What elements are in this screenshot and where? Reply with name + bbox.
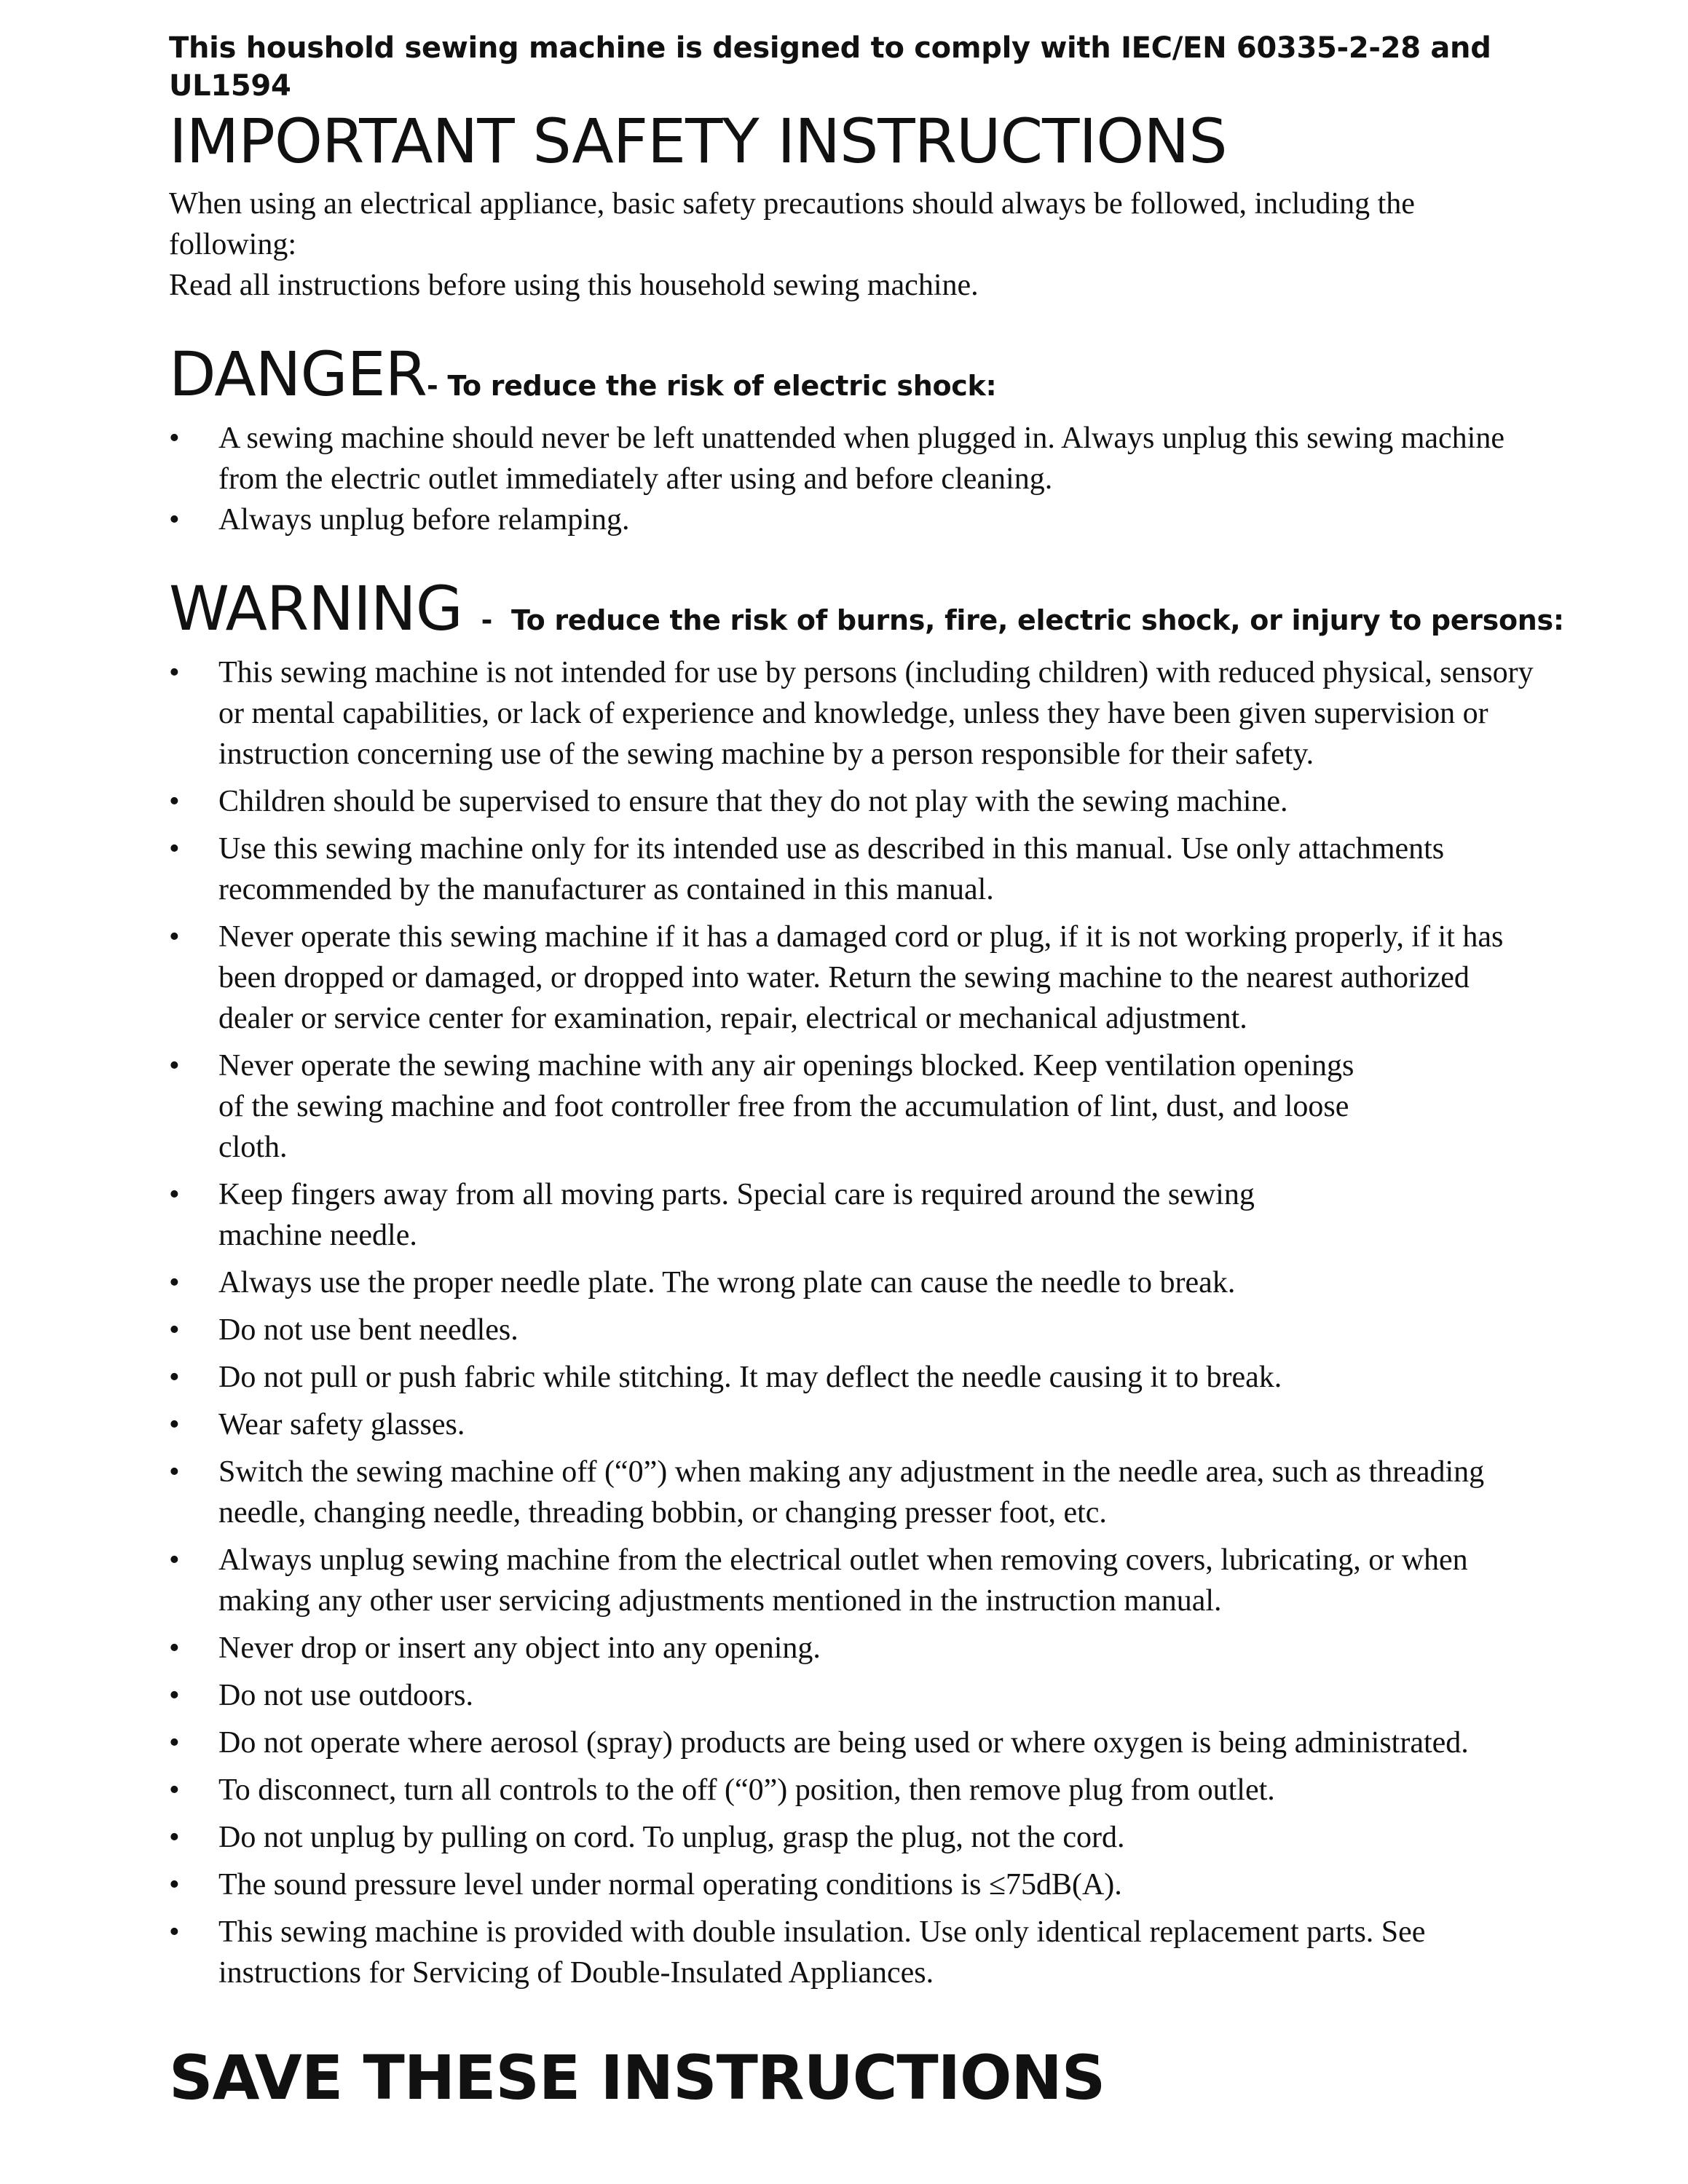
list-item: • Wear safety glasses. [169, 1404, 1538, 1445]
warning-heading [169, 572, 1564, 645]
warning-title: WARNING [169, 573, 462, 644]
list-item: • Always use the proper needle plate. The wrong plate can cause the needle to break. [169, 1262, 1538, 1303]
bullet-icon: • [169, 1726, 180, 1760]
compliance-statement: This houshold sewing machine is designed to comply with IEC/EN 60335-2-28 and UL1594 [169, 31, 1491, 103]
safety-instructions-page [169, 29, 1564, 2114]
save-instructions-title: SAVE THESE INSTRUCTIONS [169, 2042, 1105, 2113]
intro-read-all: Read all instructions before using this household sewing machine. [169, 269, 979, 302]
list-item: • Do not operate where aerosol (spray) products are being used or where oxygen is being administrated. [169, 1722, 1538, 1763]
warning-subtitle: - To reduce the risk of burns, fire, electric shock, or injury to persons: [462, 604, 1564, 636]
danger-title: DANGER [169, 339, 427, 410]
bullet-icon: • [169, 1821, 180, 1854]
bullet-icon: • [169, 422, 180, 455]
intro-precautions: When using an electrical appliance, basic safety precautions should always be followed, including the following: [169, 187, 1415, 261]
warning-list [169, 652, 1538, 1993]
list-item: • Do not use outdoors. [169, 1675, 1538, 1716]
danger-subtitle: - To reduce the risk of electric shock: [427, 370, 997, 402]
list-item: • This sewing machine is not intended for use by persons (including children) with reduced physical, sensory or mental capabilities, or lack of experience and knowledge, unless they have been given supervision or instruction concerning use of the sewing machine by a person responsible for their safety. [169, 652, 1538, 775]
list-item: • Do not pull or push fabric while stitching. It may deflect the needle causing it to break. [169, 1357, 1538, 1398]
bullet-icon: • [169, 1915, 180, 1949]
list-item: • Use this sewing machine only for its intended use as described in this manual. Use only attachments recommended by the manufacturer as contained in this manual. [169, 828, 1538, 910]
bullet-icon: • [169, 1266, 180, 1299]
bullet-icon: • [169, 1679, 180, 1712]
bullet-icon: • [169, 832, 180, 866]
list-item: • Never drop or insert any object into any opening. [169, 1628, 1538, 1669]
bullet-icon: • [169, 1361, 180, 1394]
bullet-icon: • [169, 1178, 180, 1211]
list-item: • Never operate the sewing machine with any air openings blocked. Keep ventilation openings of the sewing machine and foot controller free from the accumulation of lint, dust, and loose cloth. [169, 1045, 1354, 1168]
page-title: IMPORTANT SAFETY INSTRUCTIONS [169, 106, 1227, 177]
list-item: • This sewing machine is provided with double insulation. Use only identical replacement parts. See instructions for Servicing of Double-Insulated Appliances. [169, 1912, 1538, 1993]
list-item: • Never operate this sewing machine if it has a damaged cord or plug, if it is not working properly, if it has been dropped or damaged, or dropped into water. Return the sewing machine to the nearest authorized dealer or service center for examination, repair, electrical or mechanical adjustment. [169, 917, 1538, 1039]
list-item: • Keep fingers away from all moving parts. Special care is required around the sewing machine needle. [169, 1174, 1340, 1256]
bullet-icon: • [169, 656, 180, 689]
bullet-icon: • [169, 920, 180, 954]
bullet-icon: • [169, 1049, 180, 1083]
list-item: • Always unplug sewing machine from the electrical outlet when removing covers, lubricating, or when making any other user servicing adjustments mentioned in the instruction manual. [169, 1540, 1538, 1621]
list-item: • Switch the sewing machine off (“0”) when making any adjustment in the needle area, such as threading needle, changing needle, threading bobbin, or changing presser foot, etc. [169, 1452, 1500, 1533]
bullet-icon: • [169, 1868, 180, 1902]
bullet-icon: • [169, 1773, 180, 1807]
bullet-icon: • [169, 1543, 180, 1577]
list-item: • Do not use bent needles. [169, 1310, 1538, 1350]
list-item: • Always unplug before relamping. [169, 499, 1538, 540]
list-item: • To disconnect, turn all controls to the off (“0”) position, then remove plug from outlet. [169, 1770, 1538, 1811]
bullet-icon: • [169, 1631, 180, 1665]
list-item: • The sound pressure level under normal operating conditions is ≤75dB(A). [169, 1864, 1538, 1905]
bullet-icon: • [169, 503, 180, 537]
danger-list [169, 418, 1538, 540]
bullet-icon: • [169, 785, 180, 818]
list-item: • Do not unplug by pulling on cord. To unplug, grasp the plug, not the cord. [169, 1817, 1538, 1858]
intro-text [169, 183, 1451, 306]
list-item: • A sewing machine should never be left unattended when plugged in. Always unplug this sewing machine from the electric outlet immediately after using and before cleaning. [169, 418, 1538, 499]
list-item: • Children should be supervised to ensure that they do not play with the sewing machine. [169, 781, 1538, 822]
bullet-icon: • [169, 1408, 180, 1441]
bullet-icon: • [169, 1313, 180, 1347]
danger-heading [169, 338, 1538, 411]
bullet-icon: • [169, 1455, 180, 1489]
